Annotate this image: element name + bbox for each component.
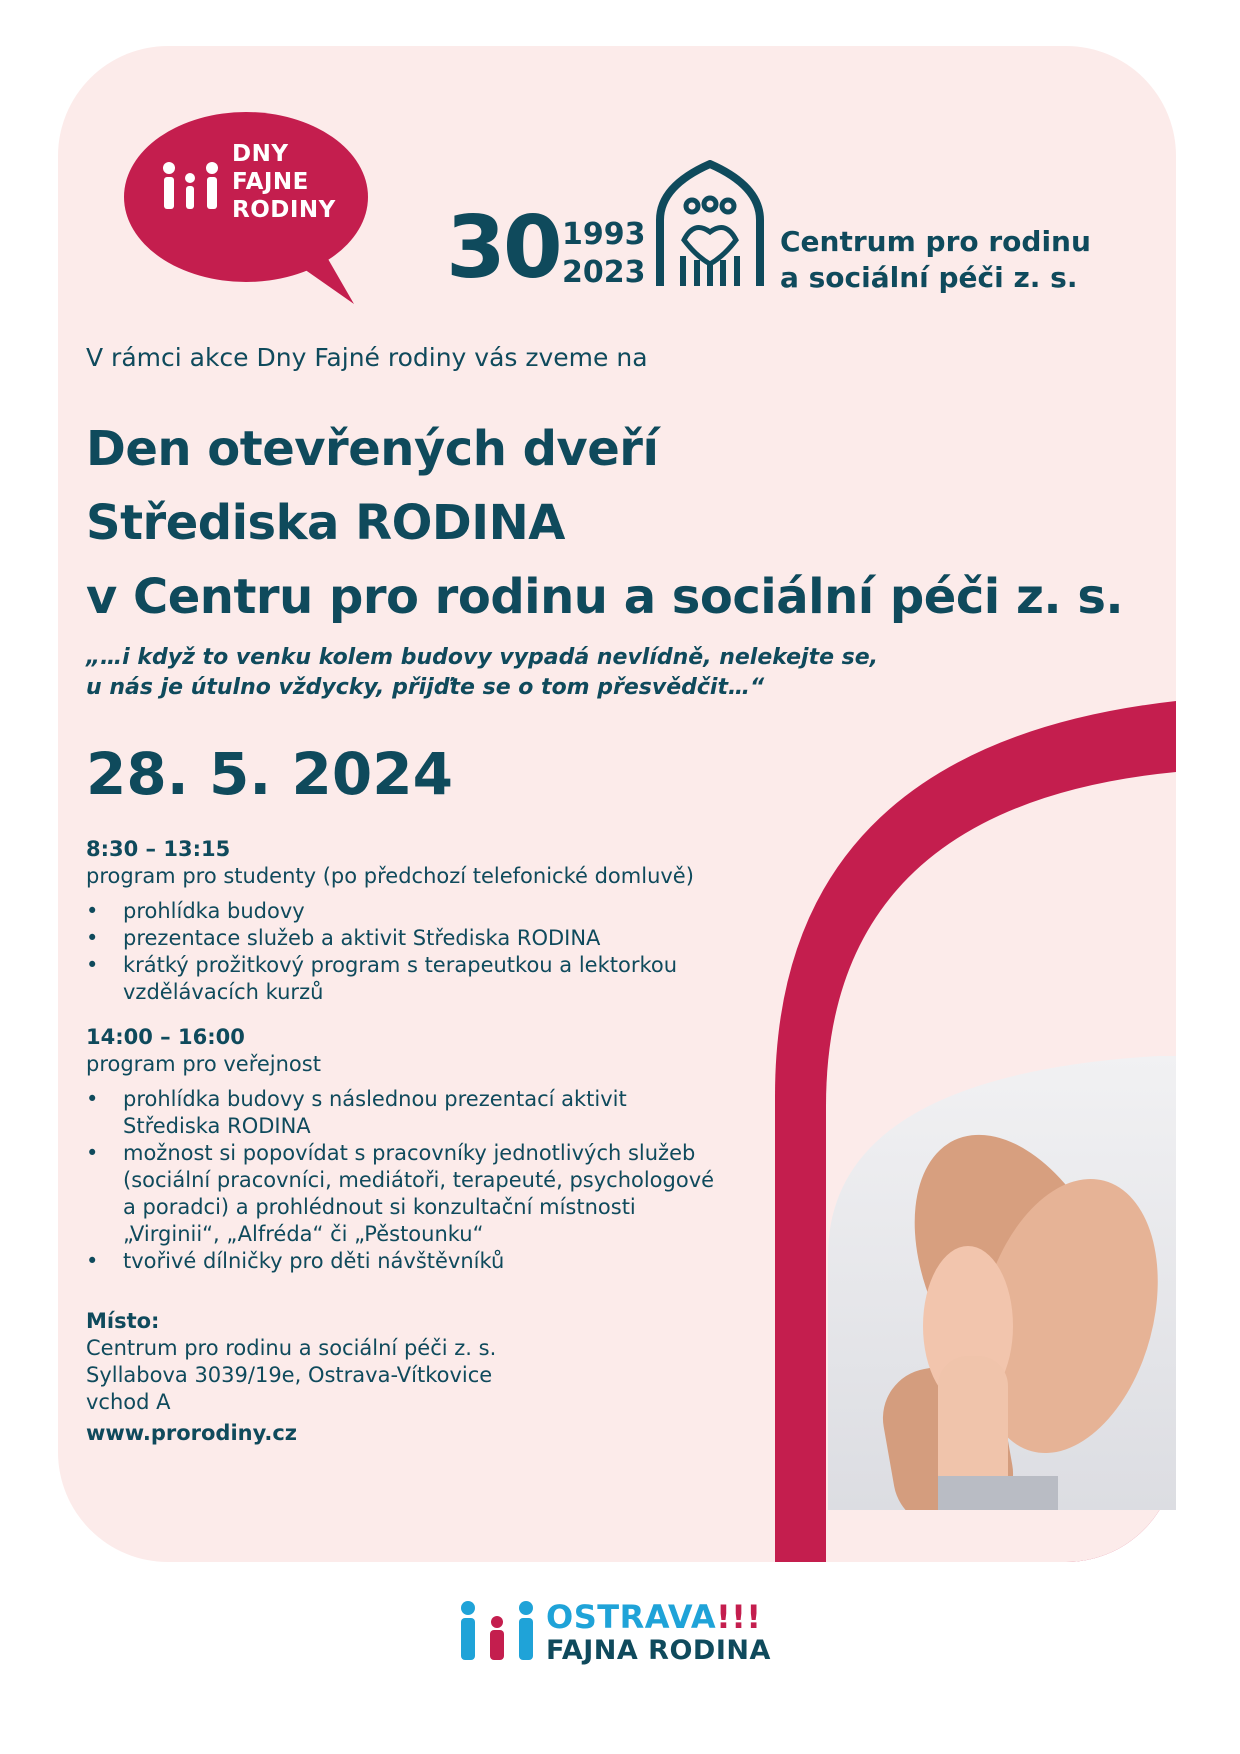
bubble-line-3: RODINY [232, 197, 336, 223]
event-title [86, 412, 1123, 634]
anniversary-years [562, 216, 646, 292]
program-1-time: 8:30 – 13:15 [86, 837, 231, 861]
quote-line-1: „…i když to venku kolem budovy vypadá nevlídně, nelekejte se, [86, 645, 879, 670]
program-2-description: program pro veřejnost [86, 1052, 321, 1076]
list-item: • tvořivé dílničky pro děti návštěvníků [86, 1248, 726, 1275]
quote-line-2: u nás je útulno vždycky, přijďte se o tom přesvědčit…“ [86, 675, 765, 700]
program-1-description: program pro studenty (po předchozí telefonické domluvě) [86, 864, 694, 888]
program-2-time: 14:00 – 16:00 [86, 1025, 245, 1049]
centrum-arch-icon [654, 160, 766, 288]
list-item: • prohlídka budovy [86, 898, 686, 925]
list-item: • prohlídka budovy s následnou prezentací aktivit Střediska RODINA [86, 1086, 726, 1140]
place-line-1: Centrum pro rodinu a sociální péči z. s. [86, 1336, 497, 1360]
bubble-text [232, 140, 336, 224]
program-students [86, 836, 786, 1006]
bubble-line-1: DNY [232, 141, 289, 167]
place-line-2: Syllabova 3039/19e, Ostrava-Vítkovice [86, 1363, 493, 1387]
ostrava-word: OSTRAVA [546, 1598, 717, 1636]
event-date: 28. 5. 2024 [86, 740, 453, 808]
title-line-3: v Centru pro rodinu a sociální péči z. s. [86, 569, 1124, 625]
intro-text: V rámci akce Dny Fajné rodiny vás zveme na [86, 343, 648, 372]
centrum-name-line-2: a sociální péči z. s. [780, 261, 1078, 294]
ostrava-exclaim: !!! [716, 1598, 762, 1636]
centrum-name-line-1: Centrum pro rodinu [780, 225, 1091, 258]
place-label: Místo: [86, 1309, 160, 1333]
list-item: • krátký prožitkový program s terapeutkou a lektorkou vzdělávacích kurzů [86, 952, 686, 1006]
event-quote [86, 643, 878, 703]
anniversary-number: 30 [446, 198, 560, 298]
list-item: • možnost si popovídat s pracovníky jednotlivých služeb (sociální pracovníci, mediátoři, terapeuté, psychologové a poradci) a prohlédnout si konzultační místnosti „Virginii“, „Alfréda“ či „Pěstounku“ [86, 1140, 726, 1248]
place-line-3: vchod A [86, 1390, 171, 1414]
title-line-1: Den otevřených dveří [86, 421, 659, 477]
event-place [86, 1308, 786, 1447]
bubble-line-2: FAJNE [232, 169, 309, 195]
title-line-2: Střediska RODINA [86, 495, 565, 551]
program-1-list [86, 898, 686, 1006]
list-item: • prezentace služeb a aktivit Střediska RODINA [86, 925, 686, 952]
centrum-name [780, 224, 1091, 296]
fajna-rodina-word: FAJNA RODINA [546, 1635, 771, 1666]
year-end: 2023 [562, 255, 646, 290]
ostrava-family-icon [458, 1600, 540, 1662]
year-start: 1993 [562, 217, 646, 252]
website-link[interactable]: www.prorodiny.cz [86, 1421, 298, 1445]
hands-photo [828, 1056, 1176, 1510]
program-2-list [86, 1086, 726, 1275]
ostrava-fajna-rodina-logo [546, 1600, 771, 1668]
program-public [86, 1024, 786, 1275]
